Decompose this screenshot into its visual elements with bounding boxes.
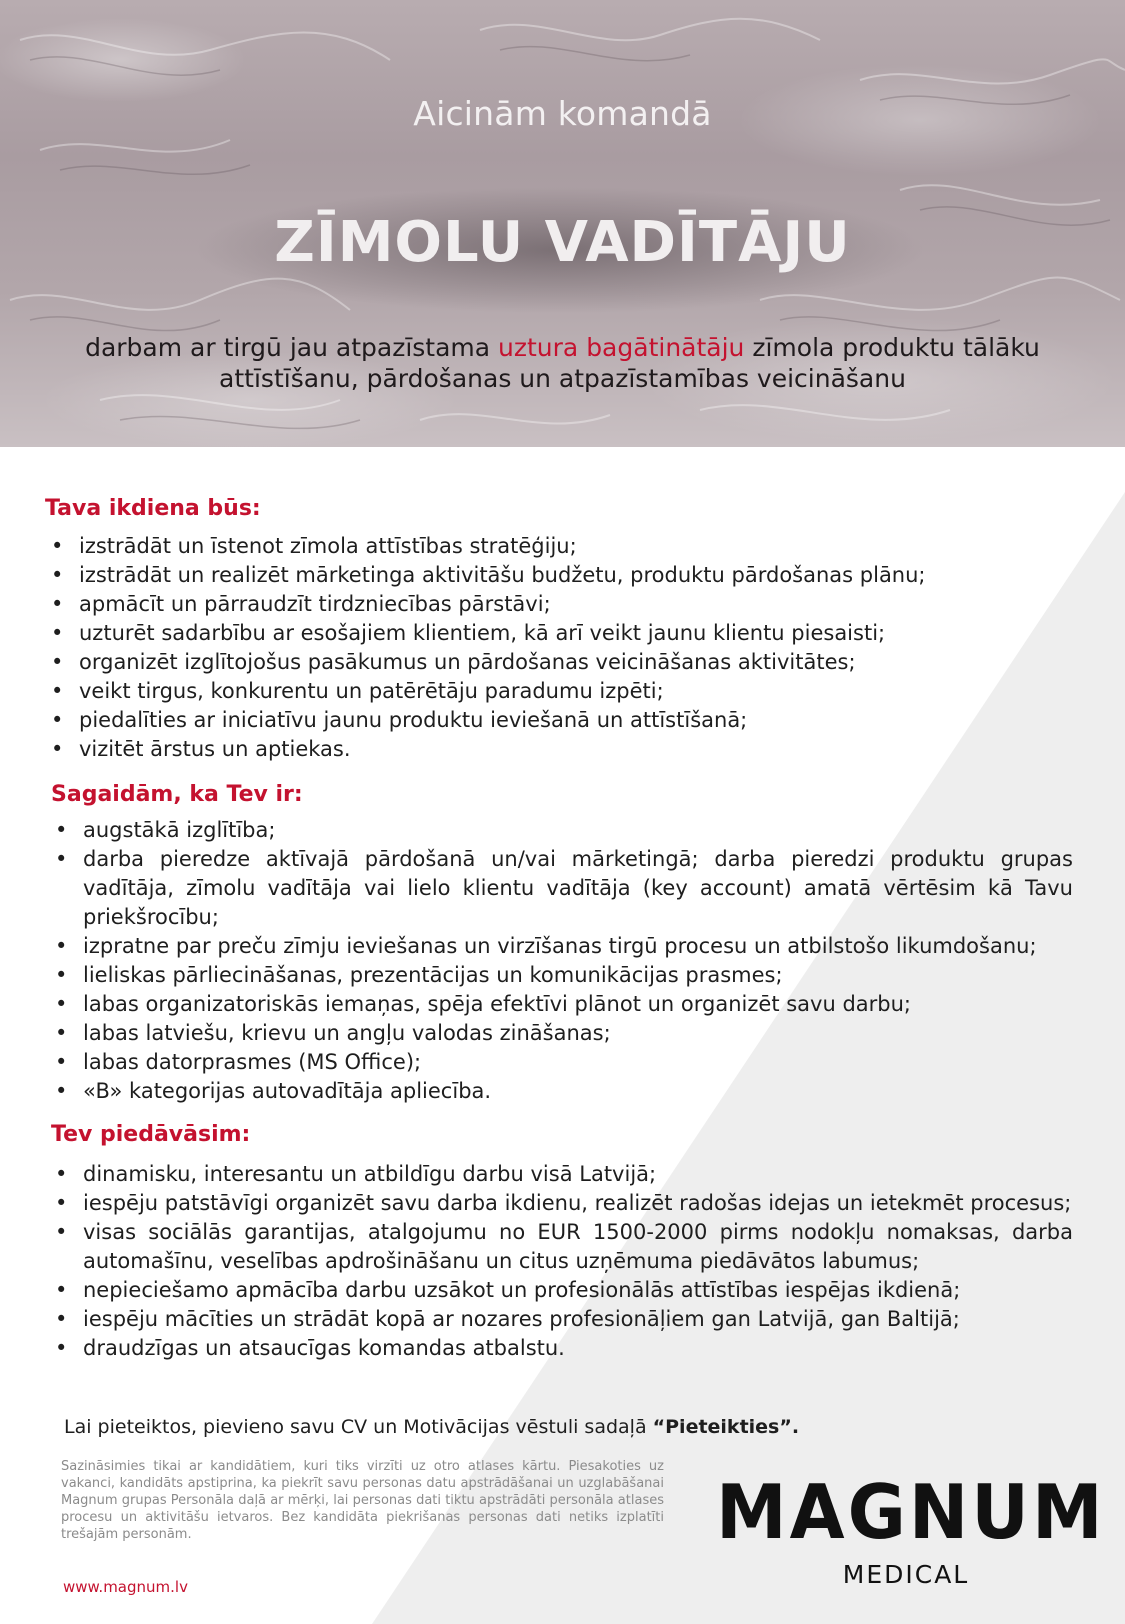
logo-subtext: MEDICAL <box>842 1560 970 1589</box>
privacy-disclaimer: Sazināsimies tikai ar kandidātiem, kuri tiks virzīti uz otro atlases kārtu. Piesakoties uz vakanci, kandidāts apstiprina, ka piekrīt savu personas datu apstrādāšanai un uzglabāšanai Magnum grupas Personāla daļā ar mērķi, lai personas dati tiktu apstrādāti personāla atlases procesu un aktivitāšu ietvaros. Bez kandidāta piekrišanas personas dati netiks izplatīti trešajām personām. <box>61 1459 664 1542</box>
list-item: • «B» kategorijas autovadītāja apliecība. <box>51 1077 1073 1106</box>
list-item: • organizēt izglītojošus pasākumus un pārdošanas veicināšanas aktivitātes; <box>47 648 1037 677</box>
list-item: • dinamisku, interesantu un atbildīgu darbu visā Latvijā; <box>51 1160 1073 1189</box>
offer-list <box>51 1160 1073 1363</box>
list-item: • augstākā izglītība; <box>51 816 1073 845</box>
website-link[interactable]: www.magnum.lv <box>63 1578 188 1596</box>
requirements-list <box>51 816 1073 1106</box>
apply-text: Lai pieteiktos, pievieno savu CV un Motivācijas vēstuli sadaļā <box>64 1416 653 1438</box>
list-item: • izpratne par preču zīmju ieviešanas un virzīšanas tirgū procesu un atbilstošo likumdošanu; <box>51 932 1073 961</box>
list-item: • uzturēt sadarbību ar esošajiem klientiem, kā arī veikt jaunu klientu piesaisti; <box>47 619 1037 648</box>
list-item: • vizitēt ārstus un aptiekas. <box>47 735 1037 764</box>
list-item: • apmācīt un pārraudzīt tirdzniecības pārstāvi; <box>47 590 1037 619</box>
hero-invite-text: Aicinām komandā <box>413 94 712 133</box>
list-item: • nepieciešamo apmācība darbu uzsākot un profesionālās attīstības iespējas ikdienā; <box>51 1276 1073 1305</box>
list-item: • iespēju patstāvīgi organizēt savu darba ikdienu, realizēt radošas idejas un ietekmēt procesus; <box>51 1189 1073 1218</box>
apply-instructions <box>64 1416 799 1438</box>
magnum-medical-logo <box>716 1468 1106 1604</box>
list-item: • labas datorprasmes (MS Office); <box>51 1048 1073 1077</box>
duties-list <box>47 532 1037 764</box>
subtitle-accent: uztura bagātinātāju <box>498 333 745 362</box>
subtitle-part-2: zīmola produktu tālāku attīstīšanu, pārdošanas un atpazīstamības veicināšanu <box>219 333 1040 393</box>
list-item: • iespēju mācīties un strādāt kopā ar nozares profesionāļiem gan Latvijā, gan Baltijā; <box>51 1305 1073 1334</box>
list-item: • izstrādāt un īstenot zīmola attīstības stratēģiju; <box>47 532 1037 561</box>
list-item: • draudzīgas un atsaucīgas komandas atbalstu. <box>51 1334 1073 1363</box>
job-title: ZĪMOLU VADĪTĀJU <box>274 210 851 275</box>
list-item: • izstrādāt un realizēt mārketinga aktivitāšu budžetu, produktu pārdošanas plānu; <box>47 561 1037 590</box>
hero-banner <box>0 0 1125 447</box>
logo-wordmark: MAGNUM <box>716 1468 1106 1557</box>
hero-subtitle <box>40 332 1085 394</box>
list-item: • piedalīties ar iniciatīvu jaunu produktu ieviešanā un attīstīšanā; <box>47 706 1037 735</box>
list-item: • lieliskas pārliecināšanas, prezentācijas un komunikācijas prasmes; <box>51 961 1073 990</box>
section-heading-requirements: Sagaidām, ka Tev ir: <box>51 782 303 807</box>
list-item: • veikt tirgus, konkurentu un patērētāju paradumu izpēti; <box>47 677 1037 706</box>
list-item: • visas sociālās garantijas, atalgojumu no EUR 1500-2000 pirms nodokļu nomaksas, darba automašīnu, veselības apdrošināšanu un citus uzņēmuma piedāvātos labumus; <box>51 1218 1073 1276</box>
list-item: • labas latviešu, krievu un angļu valodas zināšanas; <box>51 1019 1073 1048</box>
list-item: • darba pieredze aktīvajā pārdošanā un/vai mārketingā; darba pieredzi produktu grupas vadītāja, zīmolu vadītāja vai lielo klientu vadītāja (key account) amatā vērtēsim kā Tavu priekšrocību; <box>51 845 1073 932</box>
subtitle-part-1: darbam ar tirgū jau atpazīstama <box>85 333 499 362</box>
section-heading-offer: Tev piedāvāsim: <box>51 1122 251 1147</box>
apply-link-label: “Pieteikties”. <box>652 1416 800 1438</box>
section-heading-duties: Tava ikdiena būs: <box>45 496 261 521</box>
list-item: • labas organizatoriskās iemaņas, spēja efektīvi plānot un organizēt savu darbu; <box>51 990 1073 1019</box>
